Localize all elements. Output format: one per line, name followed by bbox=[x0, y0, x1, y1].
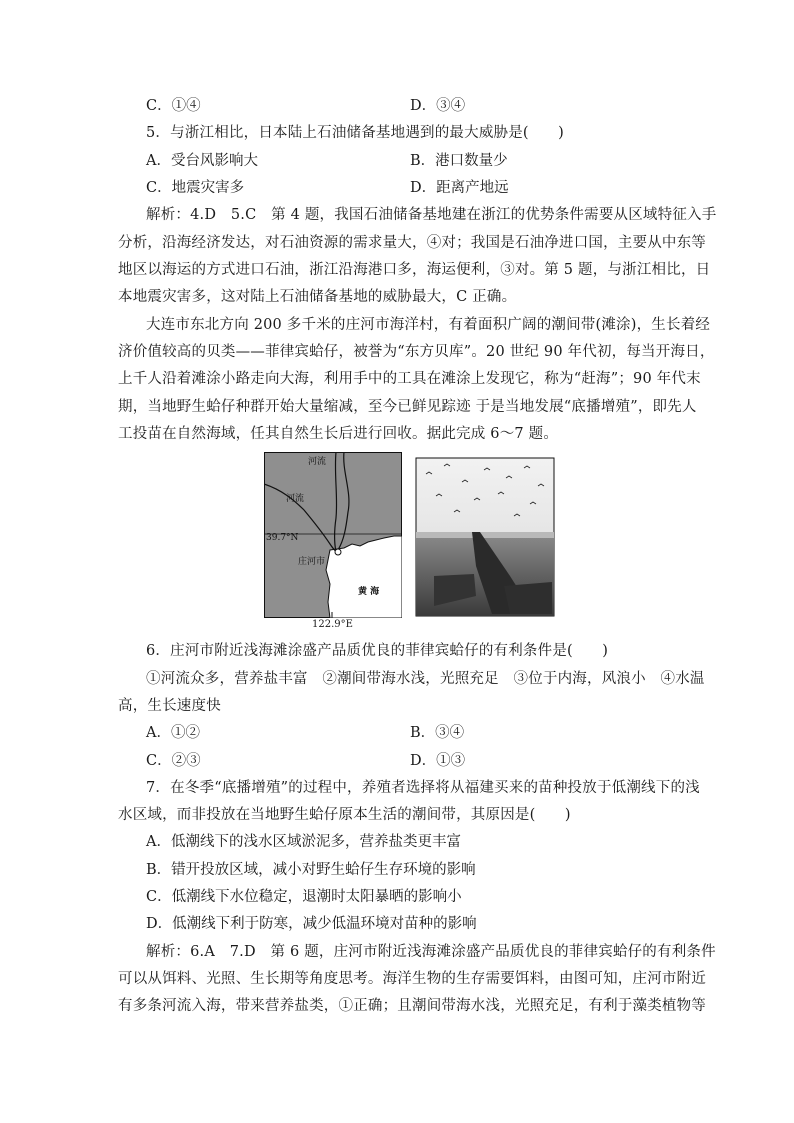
q6-option-c: C．②③ bbox=[146, 753, 201, 769]
map-label-sea: 黄 海 bbox=[358, 587, 380, 597]
analysis-1-line-3: 地区以海运的方式进口石油，浙江沿海港口多，海运便利，③对。第 5 题，与浙江相比，日 bbox=[118, 262, 711, 278]
analysis-1-line-4: 本地震灾害多，这对陆上石油储备基地的威胁最大，C 正确。 bbox=[118, 289, 517, 305]
tidal-flat-photo bbox=[414, 456, 556, 618]
q6-choices-line-2: 高，生长速度快 bbox=[118, 698, 221, 714]
q7-option-c: C．低潮线下水位稳定，退潮时太阳暴晒的影响小 bbox=[146, 889, 462, 905]
q7-stem-line-2: 水区域，而非投放在当地野生蛤仔原本生活的潮间带，其原因是( ) bbox=[118, 807, 571, 823]
map-label-longitude: 122.9°E bbox=[312, 619, 353, 630]
q5-option-a: A．受台风影响大 bbox=[146, 153, 258, 169]
passage-line-4: 期，当地野生蛤仔种群开始大量缩减，至今已鲜见踪迹 于是当地发展“底播增殖”，即先人 bbox=[118, 399, 697, 415]
map-label-river-1: 河流 bbox=[308, 457, 327, 467]
analysis-2-line-3: 有多条河流入海，带来营养盐类，①正确；且潮间带海水浅，光照充足，有利于藻类植物等 bbox=[118, 998, 706, 1014]
map-label-city: 庄河市 bbox=[298, 557, 326, 567]
q5-option-d: D．距离产地远 bbox=[410, 180, 509, 196]
passage-line-1: 大连市东北方向 200 多千米的庄河市海洋村，有着面积广阔的潮间带(滩涂)，生长着经 bbox=[146, 317, 711, 333]
map-label-river-2: 河流 bbox=[286, 494, 305, 504]
q4-option-d: D．③④ bbox=[410, 98, 466, 114]
analysis-2-line-2: 可以从饵料、光照、生长期等角度思考。海洋生物的生存需要饵料，由图可知，庄河市附近 bbox=[118, 971, 706, 987]
analysis-1-line-2: 分析，沿海经济发达，对石油资源的需求量大，④对；我国是石油净进口国，主要从中东等 bbox=[118, 235, 706, 251]
analysis-2-line-1: 解析：6.A 7.D 第 6 题，庄河市附近浅海滩涂盛产品质优良的菲律宾蛤仔的有利条件 bbox=[146, 944, 716, 960]
q7-stem-line-1: 7．在冬季“底播增殖”的过程中，养殖者选择将从福建买来的苗种投放于低潮线下的浅 bbox=[146, 780, 700, 796]
q6-option-a: A．①② bbox=[146, 725, 200, 741]
q7-option-a: A．低潮线下的浅水区域淤泥多，营养盐类更丰富 bbox=[146, 834, 461, 850]
q6-choices-line-1: ①河流众多，营养盐丰富 ②潮间带海水浅，光照充足 ③位于内海，风浪小 ④水温 bbox=[146, 671, 705, 687]
q7-option-b: B．错开投放区域，减小对野生蛤仔生存环境的影响 bbox=[146, 862, 476, 878]
q7-option-d: D．低潮线下利于防寒，减少低温环境对苗种的影响 bbox=[146, 916, 477, 932]
analysis-1-line-1: 解析：4.D 5.C 第 4 题，我国石油储备基地建在浙江的优势条件需要从区域特征入手 bbox=[146, 207, 717, 223]
passage-line-3: 上千人沿着滩涂小路走向大海，利用手中的工具在滩涂上发现它，称为“赶海”；90 年代末 bbox=[118, 371, 701, 387]
q6-option-d: D．①③ bbox=[410, 753, 466, 769]
q6-option-b: B．③④ bbox=[410, 725, 465, 741]
q5-option-b: B．港口数量少 bbox=[410, 153, 508, 169]
map-label-latitude: 39.7°N bbox=[266, 533, 299, 543]
q5-option-c: C．地震灾害多 bbox=[146, 180, 245, 196]
q6-stem: 6．庄河市附近浅海滩涂盛产品质优良的菲律宾蛤仔的有利条件是( ) bbox=[146, 643, 609, 659]
passage-line-5: 工投苗在自然海域，任其自然生长后进行回收。据此完成 6～7 题。 bbox=[118, 426, 559, 442]
q5-stem: 5．与浙江相比，日本陆上石油储备基地遇到的最大威胁是( ) bbox=[146, 125, 565, 141]
zhuanghe-map bbox=[264, 452, 402, 618]
q4-option-c: C．①④ bbox=[146, 98, 201, 114]
passage-line-2: 济价值较高的贝类——菲律宾蛤仔，被誉为“东方贝库”。20 世纪 90 年代初，每当开海日， bbox=[118, 344, 715, 360]
